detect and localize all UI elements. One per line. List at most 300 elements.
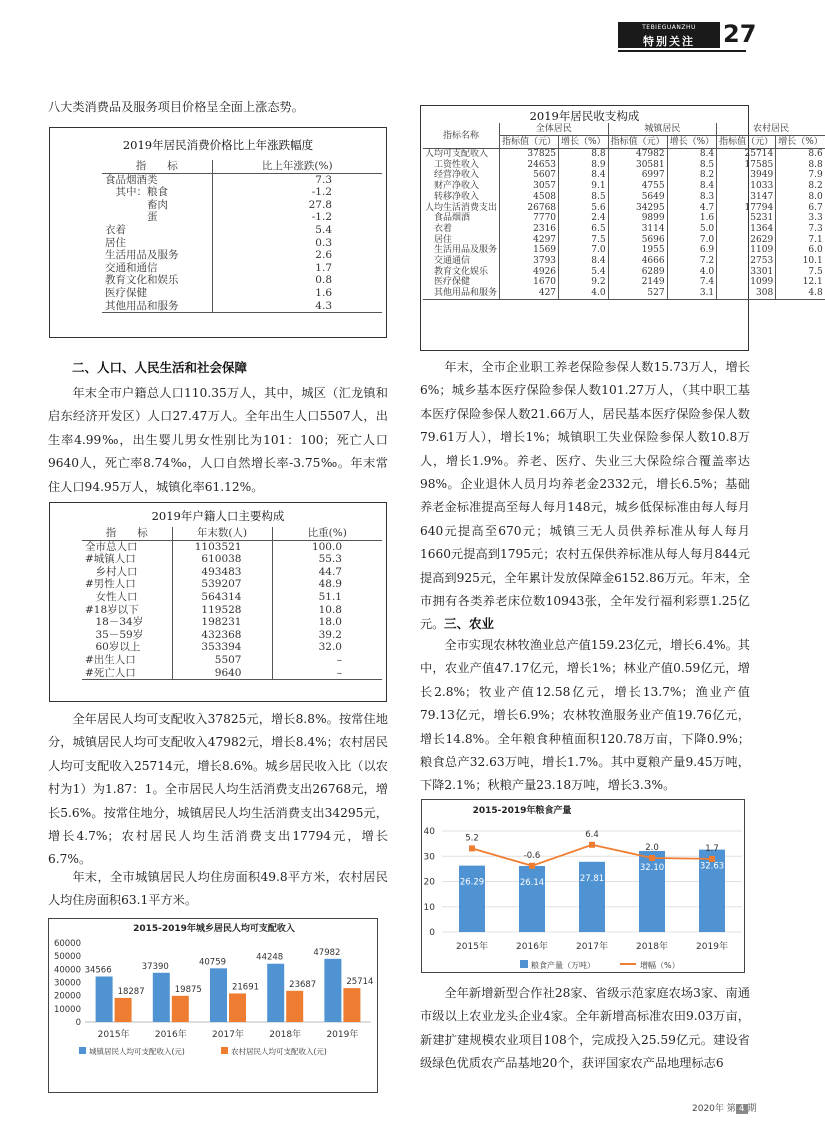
line-value-label: -0.6 [523,850,541,861]
income-item-value: 2149 [608,277,667,288]
income-item-value: 10.1 [776,256,825,267]
legend-swatch [221,1047,228,1054]
grain-chart-svg [422,800,746,974]
price-item-value: 0.8 [212,274,382,287]
y-tick-label: 20 [423,877,435,888]
table-row [82,540,382,553]
table-row [423,213,825,224]
income-item-label: 经营净收入 [425,170,480,181]
income-item-value: 3.3 [776,213,825,224]
income-item-value: 3301 [717,267,776,278]
income-table [423,123,825,300]
income-item-value: 1033 [717,181,776,192]
income-item-label: 教育文化娱乐 [425,266,489,277]
bar-value-label: 26.14 [519,877,545,888]
income-item-value: 1569 [500,245,559,256]
grain-chart [421,799,745,973]
table-row [423,235,825,246]
price-item-label: 交通和通信 [105,261,158,274]
price-table-panel [49,127,387,338]
legend-label: 城镇居民人均可支配收入(元) [89,1047,185,1056]
income-item-value: 8.4 [667,181,717,192]
y-tick-label: 0 [75,1018,81,1028]
column-label-en: TEBIEGUANZHU [642,24,696,31]
table-row [423,267,825,278]
bar-value-label: 44248 [256,952,284,963]
housing-paragraph: 年末，全市城镇居民人均住房面积49.8平方米，农村居民人均住房面积63.1平方米。 [48,870,388,908]
urban-income-bar [324,959,341,1022]
table-row [82,578,382,591]
income-item-value: 3.1 [667,288,717,299]
income-item-value: 2.4 [559,213,609,224]
rural-income-bar [115,998,132,1022]
section-heading-3: 三、农业 [444,616,495,631]
footer-issue: 4 [736,1104,748,1114]
income-item-value: 4508 [500,192,559,203]
pop-item-share: 100.0 [272,540,382,553]
bar-value-label: 32.10 [639,862,665,873]
income-sub-head: 增长（%） [776,136,825,149]
income-chart-svg [49,919,379,1094]
table-row [82,616,382,629]
pop-col-head: 年末数(人) [172,527,272,540]
pop-item-label: 60岁以上 [85,641,141,654]
price-item-value: 27.8 [212,199,382,212]
y-tick-label: 20000 [53,991,81,1002]
income-item-value: 7.5 [559,235,609,246]
pop-col-head: 比重(%) [272,527,382,540]
pop-item-label: 女性人口 [85,590,138,603]
income-item-value: 4.8 [776,288,825,299]
grain-output-bar [579,862,605,932]
income-item-value: 9.2 [559,277,609,288]
legend-swatch [520,960,528,968]
income-item-value: 3114 [608,224,667,235]
pop-item-count: 5507 [172,654,272,667]
pop-item-share: – [272,654,382,667]
income-item-value: 7.9 [776,170,825,181]
income-item-value: 25714 [717,149,776,160]
pop-item-share: 44.7 [272,566,382,579]
income-item-label: 交通通信 [425,256,471,267]
pop-item-count: 432368 [172,629,272,642]
population-table-title: 2019年户籍人口主要构成 [151,509,285,523]
income-item-value: 5607 [500,170,559,181]
y-tick-label: 40000 [53,965,81,976]
chart-title: 2015-2019年城乡居民人均可支配收入 [133,924,295,934]
table-row [423,181,825,192]
income-item-value: 6.7 [776,203,825,214]
pop-item-label: 全市总人口 [85,540,138,553]
bar-value-label: 27.81 [579,873,605,884]
income-item-value: 6.0 [776,245,825,256]
pop-item-count: 493483 [172,566,272,579]
urban-income-bar [210,968,227,1022]
price-item-label: 其他用品和服务 [105,299,179,312]
x-tick-label: 2019年 [326,1030,359,1040]
table-row [102,224,382,237]
price-item-value: 5.4 [212,224,382,237]
income-item-value: 4.0 [667,267,717,278]
table-row [102,173,382,186]
line-value-label: 6.4 [585,829,599,840]
grain-output-bar [519,866,545,932]
price-item-value: 4.3 [212,300,382,313]
income-item-value: 1109 [717,245,776,256]
population-table [82,527,382,680]
income-item-value: 8.2 [776,181,825,192]
price-item-value: 1.7 [212,262,382,275]
y-tick-label: 0 [429,928,435,938]
table-row [102,199,382,212]
price-item-label: 其中：粮食 [105,186,168,199]
table-row [423,203,825,214]
table-row [82,591,382,604]
price-item-label: 医疗保健 [105,286,147,299]
population-table-panel [49,502,387,702]
income-item-value: 5.6 [559,203,609,214]
income-item-value: 3057 [500,181,559,192]
pop-item-count: 119528 [172,604,272,617]
column-label [618,22,720,48]
price-item-value: -1.2 [212,211,382,224]
urban-income-bar [267,964,284,1022]
header-rule [618,50,746,52]
income-item-label: 财产净收入 [425,181,480,192]
social-security-paragraph: 年末，全市企业职工养老保险参保人数15.73万人，增长6%；城乡基本医疗保险参保人数101.27万人，（其中职工基本医疗保险参保人数21.66万人，居民基本医疗保险参保人数79.61万人），增长1%；城镇职工失业保险参保人数10.8万人，增长1.9%。养老、医疗、失业三大保险综合覆盖率达98%。企业退休人员月均养老金2332元，增长6.5%；基础养老金标准提高至每人每月148元，城乡低保标准由每人每月640元提高至670元；城镇三无人员供养标准从每人每月1660元提高到1795元；农村五保供养标准从每人每月844元提高到925元，全年累计发放保障金6152.86万元。年末，全市拥有各类养老床位数10943张，全年发行福利彩票1.25亿元。 [420,360,750,632]
table-row [82,604,382,617]
y-tick-label: 10 [423,902,435,913]
pop-item-count: 1103521 [172,540,272,553]
growth-rate-point [469,845,475,851]
x-tick-label: 2018年 [636,942,668,952]
table-row [102,211,382,224]
footer-suffix: 期 [747,1104,757,1114]
issue-footer [692,1101,757,1114]
income-item-value: 7.0 [667,235,717,246]
income-item-value: 7.1 [776,235,825,246]
rural-income-bar [343,988,360,1022]
rural-income-bar [286,991,303,1022]
chart-title: 2015-2019年粮食产量 [472,806,572,816]
pop-item-count: 198231 [172,616,272,629]
income-item-label: 人均生活消费支出 [425,202,498,213]
pop-item-label: #男性人口 [85,578,136,591]
income-item-value: 4666 [608,256,667,267]
income-item-value: 8.8 [559,149,609,160]
income-item-value: 7770 [500,213,559,224]
pop-item-label: 乡村人口 [85,565,138,578]
income-item-value: 3949 [717,170,776,181]
income-chart [48,918,378,1093]
bar-value-label: 26.29 [459,877,485,888]
income-item-label: 其他用品和服务 [425,288,498,299]
table-row [423,192,825,203]
income-item-label: 衣着 [425,223,453,234]
income-item-label: 转移净收入 [425,191,480,202]
rural-income-bar [172,996,189,1022]
income-item-value: 4926 [500,267,559,278]
income-item-value: 3147 [717,192,776,203]
table-row [423,277,825,288]
pop-item-label: #城镇人口 [85,553,136,566]
income-table-panel [420,105,823,351]
price-col-head: 比上年涨跌(%) [212,160,382,173]
income-item-value: 6.9 [667,245,717,256]
income-item-value: 8.4 [559,170,609,181]
table-row [82,553,382,566]
income-sub-head: 增长（%） [667,136,717,149]
bar-value-label: 32.63 [699,861,725,872]
income-item-label: 居住 [425,234,453,245]
income-item-value: 8.4 [667,149,717,160]
table-row [102,287,382,300]
income-item-value: 26768 [500,203,559,214]
line-value-label: 1.7 [705,843,719,854]
growth-rate-point [709,856,715,862]
income-item-value: 8.8 [776,160,825,171]
income-sub-head: 增长（%） [559,136,609,149]
page-number: 27 [723,20,757,48]
income-item-value: 427 [500,288,559,299]
income-item-label: 工资性收入 [425,159,480,170]
x-tick-label: 2019年 [696,942,728,952]
pop-item-label: #出生人口 [85,653,136,666]
income-item-value: 9.1 [559,181,609,192]
y-tick-label: 10000 [53,1004,81,1015]
pop-item-share: 48.9 [272,578,382,591]
urban-income-bar [96,976,113,1022]
pop-item-count: 610038 [172,553,272,566]
income-item-value: 8.9 [559,160,609,171]
income-item-value: 1955 [608,245,667,256]
y-tick-label: 30000 [53,978,81,989]
income-item-value: 8.2 [667,170,717,181]
bar-value-label: 23687 [289,979,317,990]
income-item-value: 4.0 [559,288,609,299]
pop-col-head: 指 标 [105,527,148,539]
table-row [102,262,382,275]
table-row [423,245,825,256]
price-table-title: 2019年居民消费价格比上年涨跌幅度 [122,138,314,152]
x-tick-label: 2015年 [456,942,488,952]
income-item-value: 2753 [717,256,776,267]
table-row [102,274,382,287]
grain-output-bar [459,866,485,932]
income-item-value: 7.0 [559,245,609,256]
income-item-value: 12.1 [776,277,825,288]
income-item-value: 8.0 [776,192,825,203]
income-item-value: 47982 [608,149,667,160]
price-item-label: 畜肉 [105,198,168,211]
pop-item-label: #死亡人口 [85,666,136,679]
price-item-value: 0.3 [212,237,382,250]
income-item-label: 食品烟酒 [425,213,471,224]
income-item-value: 2629 [717,235,776,246]
income-paragraph: 全年居民人均可支配收入37825元，增长8.8%。按常住地分，城镇居民人均可支配收入47982元，增长8.4%；农村居民人均可支配收入25714元，增长8.6%。城乡居民收入比（以农村为1）为1.87：1。全市居民人均生活消费支出26768元，增长5.6%。按常住地分，城镇居民人均生活消费支出34295元，增长4.7%；农村居民人均生活消费支出17794元，增长6.7%。 [48,712,388,867]
income-item-value: 9899 [608,213,667,224]
y-tick-label: 50000 [53,952,81,963]
income-item-value: 7.4 [667,277,717,288]
growth-rate-point [589,842,595,848]
income-item-label: 医疗保健 [425,277,471,288]
bar-value-label: 19875 [174,984,202,995]
income-item-value: 5649 [608,192,667,203]
table-row [423,256,825,267]
bar-value-label: 37390 [141,961,169,972]
income-item-value: 308 [717,288,776,299]
pop-item-share: 10.8 [272,604,382,617]
line-value-label: 2.0 [645,843,659,853]
income-item-value: 7.5 [776,267,825,278]
table-row [423,149,825,160]
income-item-value: 34295 [608,203,667,214]
income-sub-head: 指标值（元） [500,136,559,149]
table-row [82,654,382,667]
bar-value-label: 47982 [313,947,341,958]
income-item-value: 1670 [500,277,559,288]
income-item-value: 7.2 [667,256,717,267]
price-item-label: 生活用品及服务 [105,249,179,262]
income-item-value: 4297 [500,235,559,246]
income-item-value: 17794 [717,203,776,214]
growth-rate-point [649,855,655,861]
income-item-value: 8.5 [559,192,609,203]
legend-label: 粮食产量（万吨） [531,961,595,970]
pop-item-count: 539207 [172,578,272,591]
pop-item-share: 51.1 [272,591,382,604]
bar-value-label: 21691 [231,982,260,993]
income-item-value: 2316 [500,224,559,235]
income-sub-head: 指标值（元） [608,136,667,149]
intro-paragraph: 八大类消费品及服务项目价格呈全面上涨态势。 [48,100,304,114]
y-tick-label: 60000 [53,939,81,949]
population-paragraph: 年末全市户籍总人口110.35万人，其中，城区（汇龙镇和启东经济开发区）人口27.47万人。全年出生人口5507人，出生率4.99‰，出生婴儿男女性别比为101：100；死亡人口9640人，死亡率8.74‰，人口自然增长率-3.75‰。年末常住人口94.95万人，城镇化率61.12%。 [48,386,388,494]
table-row [423,170,825,181]
y-tick-label: 30 [423,852,435,863]
income-item-value: 37825 [500,149,559,160]
income-item-value: 8.5 [667,160,717,171]
income-item-value: 8.6 [776,149,825,160]
price-item-label: 蛋 [105,211,158,224]
price-item-value: -1.2 [212,186,382,199]
pop-item-label: #18岁以下 [85,603,139,616]
table-row [423,288,825,299]
x-tick-label: 2018年 [269,1030,302,1040]
legend-label: 增幅（%） [640,961,680,970]
table-row [423,224,825,235]
price-col-head: 指 标 [135,160,178,172]
x-tick-label: 2016年 [154,1030,187,1040]
income-item-value: 5.0 [667,224,717,235]
x-tick-label: 2016年 [516,942,548,952]
pop-item-count: 353394 [172,641,272,654]
cooperative-paragraph: 全年新增新型合作社28家、省级示范家庭农场3家、南通市级以上农业龙头企业4家。全年新增高标准农田9.03万亩，新建扩建规模农业项目108个，完成投入25.59亿元。建设省级绿色优质农产品基地20个，获评国家农产品地理标志6 [420,986,750,1071]
income-item-value: 5.4 [559,267,609,278]
income-item-value: 6997 [608,170,667,181]
price-table [102,160,382,313]
income-item-value: 24653 [500,160,559,171]
column-label-cn: 特别关注 [643,35,695,48]
table-row [423,160,825,171]
income-col-name: 指标名称 [423,123,500,149]
table-row [82,566,382,579]
x-tick-label: 2017年 [212,1030,244,1040]
income-item-value: 1364 [717,224,776,235]
rural-income-bar [229,993,246,1022]
table-row [82,667,382,680]
pop-item-share: 32.0 [272,641,382,654]
urban-income-bar [153,973,170,1022]
x-tick-label: 2015年 [97,1030,130,1040]
income-group-head: 城镇居民 [608,123,717,136]
line-value-label: 5.2 [465,833,479,844]
agriculture-paragraph: 全市实现农林牧渔业总产值159.23亿元，增长6.4%。其中，农业产值47.17亿元，增长1%；林业产值0.59亿元，增长2.8%；牧业产值12.58亿元，增长13.7%；渔业产值79.13亿元，增长6.9%；农林牧渔服务业产值19.76亿元，增长14.8%。全年粮食种植面积120.78万亩，下降0.9%；粮食总产32.63万吨，增长1.7%。其中夏粮产量9.45万吨，下降2.1%；秋粮产量23.18万吨，增长3.3%。 [420,638,750,793]
table-row [102,237,382,250]
income-item-value: 527 [608,288,667,299]
table-row [102,300,382,313]
bar-value-label: 25714 [346,977,374,988]
income-item-label: 生活用品及服务 [425,245,498,256]
price-item-label: 衣着 [105,223,126,236]
pop-item-share: 18.0 [272,616,382,629]
income-item-value: 7.3 [776,224,825,235]
income-item-value: 1099 [717,277,776,288]
income-item-value: 4755 [608,181,667,192]
pop-item-label: 35－59岁 [85,628,144,641]
table-row [102,249,382,262]
section-heading-2: 二、人口、人民生活和社会保障 [72,360,248,375]
income-item-value: 17585 [717,160,776,171]
legend-swatch [79,1047,86,1054]
income-group-head: 全体居民 [500,123,609,136]
pop-item-label: 18－34岁 [85,616,144,629]
bar-value-label: 40759 [198,957,227,968]
income-item-value: 6289 [608,267,667,278]
table-row [82,641,382,654]
bar-value-label: 34566 [84,965,112,976]
table-row [82,629,382,642]
pop-item-share: – [272,667,382,680]
income-item-value: 5696 [608,235,667,246]
price-item-value: 1.6 [212,287,382,300]
bar-value-label: 18287 [117,986,145,997]
income-item-value: 30581 [608,160,667,171]
income-group-head: 农村居民 [717,123,825,136]
growth-rate-point [529,863,535,869]
legend-label: 农村居民人均可支配收入(元) [231,1047,327,1056]
pop-item-count: 9640 [172,667,272,680]
price-item-label: 食品烟酒类 [105,173,158,186]
income-item-value: 8.4 [559,256,609,267]
pop-item-share: 39.2 [272,629,382,642]
income-item-value: 3793 [500,256,559,267]
income-item-value: 4.7 [667,203,717,214]
price-item-label: 居住 [105,236,126,249]
x-tick-label: 2017年 [576,942,608,952]
income-item-value: 6.5 [559,224,609,235]
income-table-title: 2019年居民收支构成 [529,109,640,123]
price-item-value: 2.6 [212,249,382,262]
income-item-value: 5231 [717,213,776,224]
income-item-label: 人均可支配收入 [425,149,489,159]
pop-item-share: 55.3 [272,553,382,566]
income-item-value: 8.3 [667,192,717,203]
table-row [102,186,382,199]
y-tick-label: 40 [423,827,435,837]
pop-item-count: 564314 [172,591,272,604]
price-item-value: 7.3 [212,173,382,186]
